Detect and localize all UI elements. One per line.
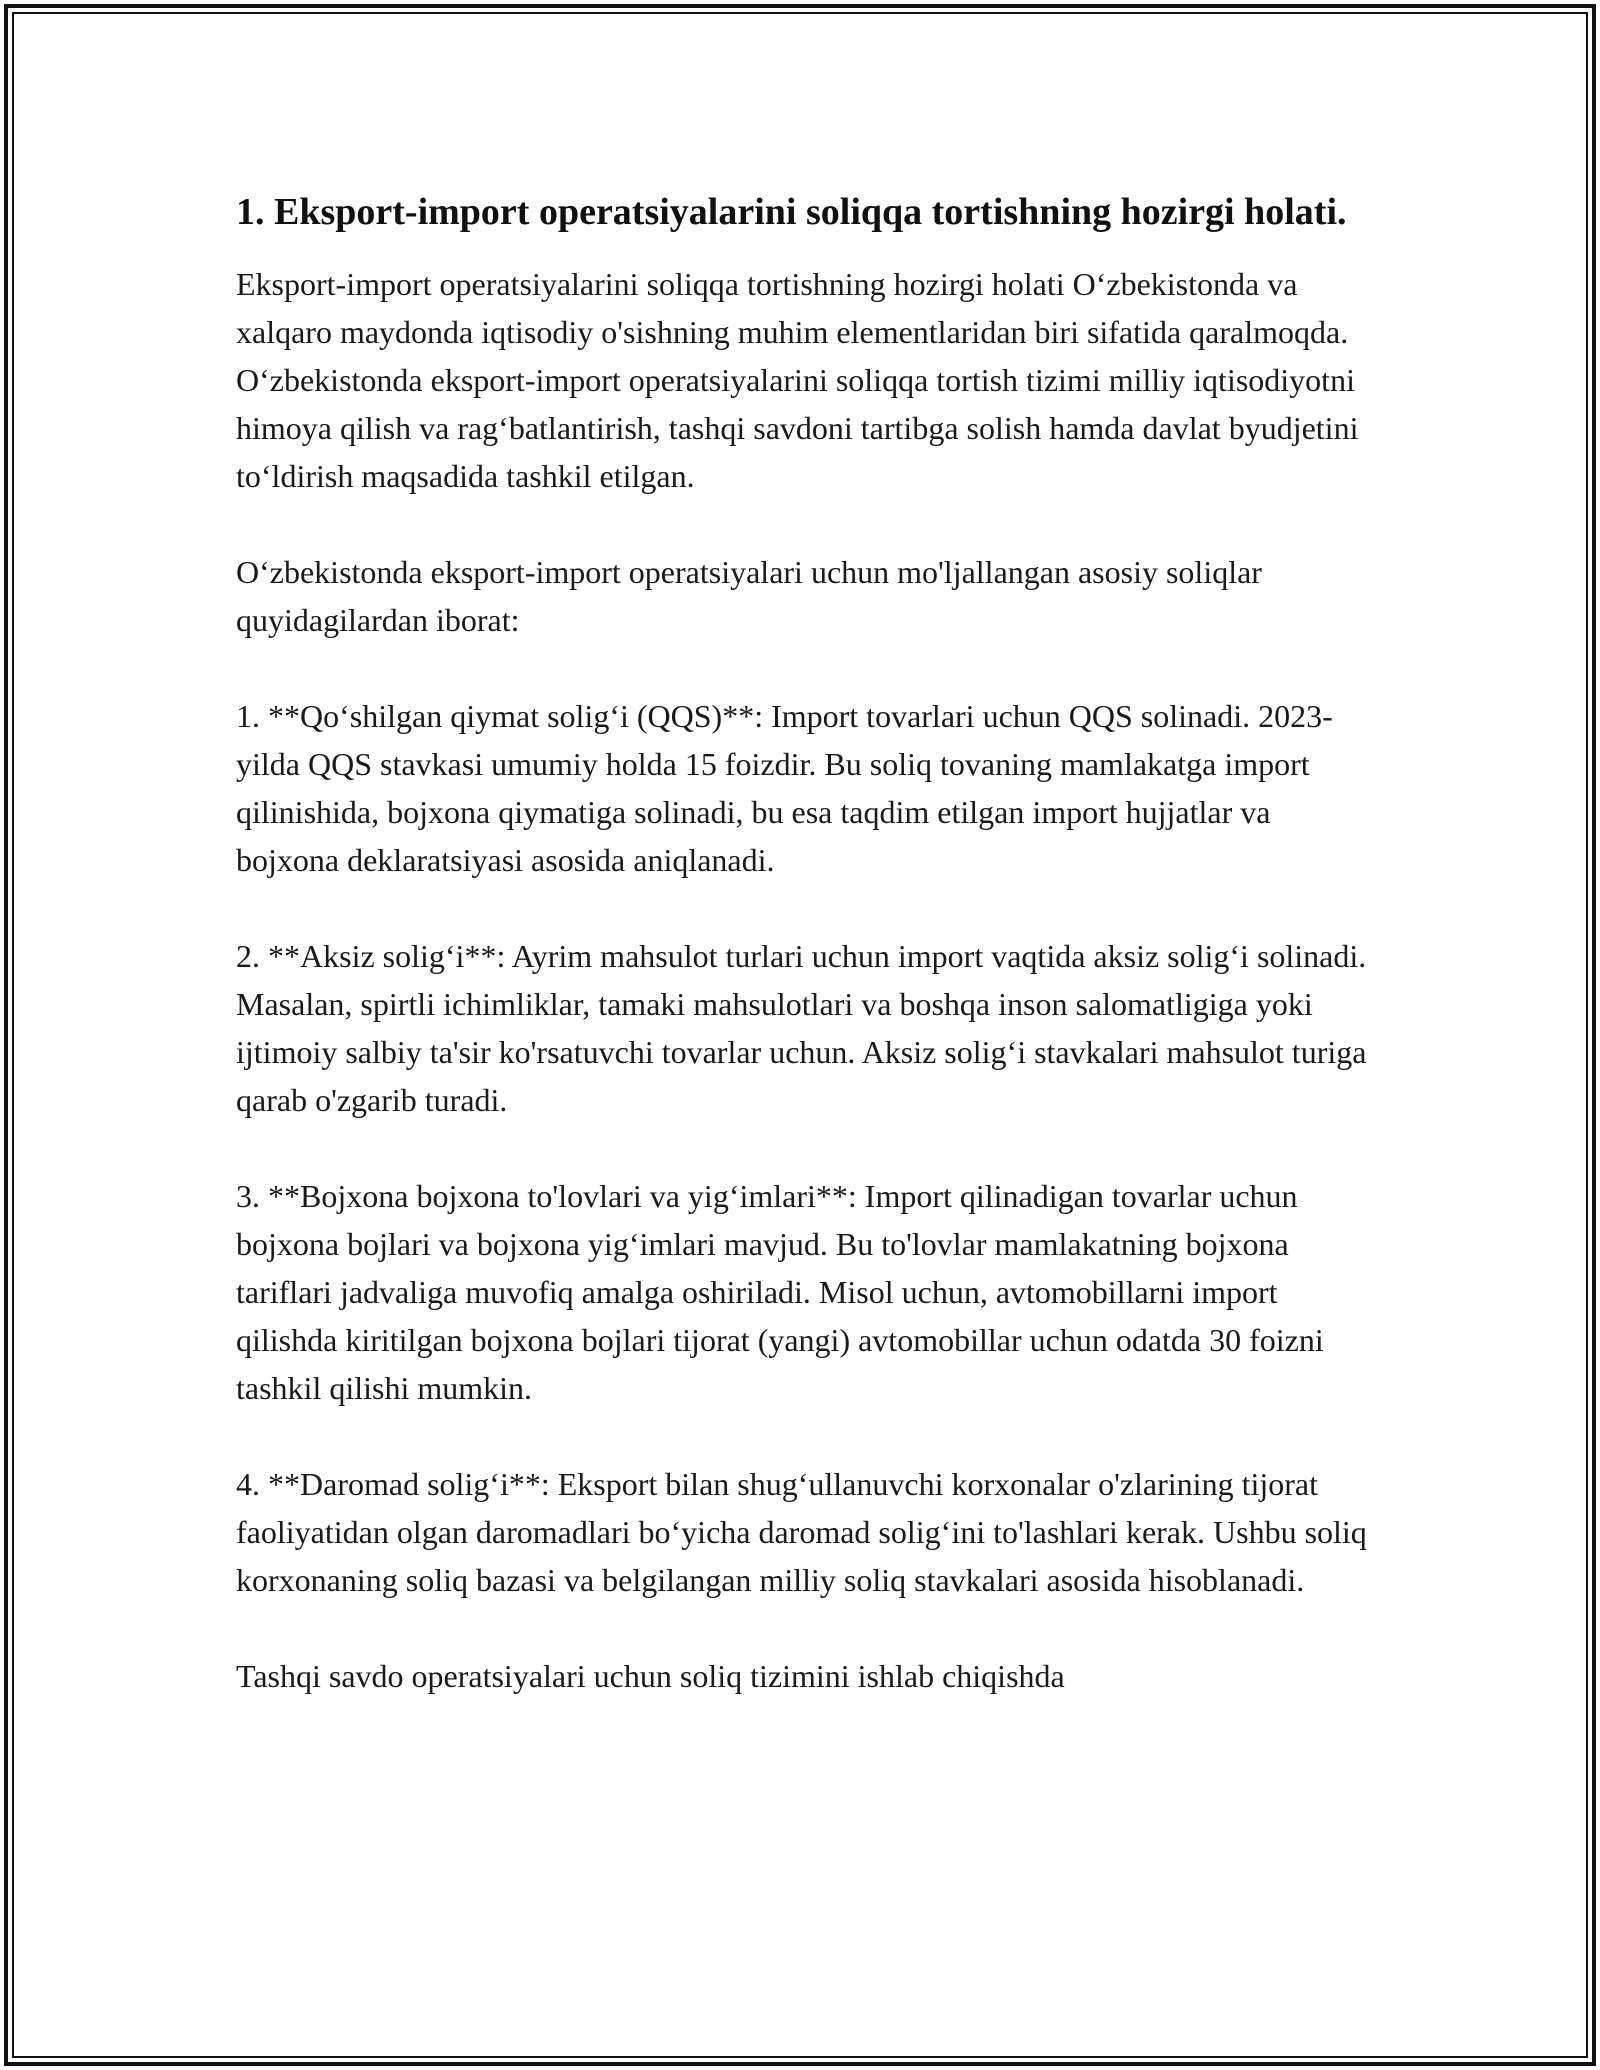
paragraph-excise: 2. **Aksiz solig‘i**: Ayrim mahsulot turlari uchun import vaqtida aksiz solig‘i solinadi. Masalan, spirtli ichimliklar, tamaki mahsulotlari va boshqa inson salomatligiga yoki ijtimoiy salbiy ta'sir ko'rsatuvchi tovarlar uchun. Aksiz solig‘i stavkalari mahsulot turiga qarab o'zgarib turadi. bbox=[236, 938, 1367, 1118]
paragraph-intro: Eksport-import operatsiyalarini soliqqa tortishning hozirgi holati O‘zbekistonda va xalqaro maydonda iqtisodiy o'sishning muhim elementlaridan biri sifatida qaralmoqda. O‘zbekistonda eksport-import operatsiyalarini soliqqa tortish tizimi milliy iqtisodiyotni himoya qilish va rag‘batlantirish, tashqi savdoni tartibga solish hamda davlat byudjetini to‘ldirish maqsadida tashkil etilgan. bbox=[236, 266, 1359, 494]
document-page bbox=[236, 186, 1376, 1748]
paragraph-customs: 3. **Bojxona bojxona to'lovlari va yig‘imlari**: Import qilinadigan tovarlar uchun bojxona bojlari va bojxona yig‘imlari mavjud. Bu to'lovlar mamlakatning bojxona tariflari jadvaliga muvofiq amalga oshiriladi. Misol uchun, avtomobillarni import qilishda kiritilgan bojxona bojlari tijorat (yangi) avtomobillar uchun odatda 30 foizni tashkil qilishi mumkin. bbox=[236, 1178, 1324, 1406]
paragraph-taxes-list-intro: O‘zbekistonda eksport-import operatsiyalari uchun mo'ljallangan asosiy soliqlar quyidagilardan iborat: bbox=[236, 554, 1262, 638]
paragraph-closing: Tashqi savdo operatsiyalari uchun soliq tizimini ishlab chiqishda bbox=[236, 1658, 1065, 1694]
paragraph-income-tax: 4. **Daromad solig‘i**: Eksport bilan shug‘ullanuvchi korxonalar o'zlarining tijorat faoliyatidan olgan daromadlari bo‘yicha daromad solig‘ini to'lashlari kerak. Ushbu soliq korxonaning soliq bazasi va belgilangan milliy soliq stavkalari asosida hisoblanadi. bbox=[236, 1466, 1367, 1598]
paragraph-vat: 1. **Qo‘shilgan qiymat solig‘i (QQS)**: Import tovarlari uchun QQS solinadi. 2023-yilda QQS stavkasi umumiy holda 15 foizdir. Bu soliq tovaning mamlakatga import qilinishida, bojxona qiymatiga solinadi, bu esa taqdim etilgan import hujjatlar va bojxona deklaratsiyasi asosida aniqlanadi. bbox=[236, 698, 1333, 878]
section-heading: 1. Eksport-import operatsiyalarini soliqqa tortishning hozirgi holati. bbox=[236, 191, 1347, 233]
